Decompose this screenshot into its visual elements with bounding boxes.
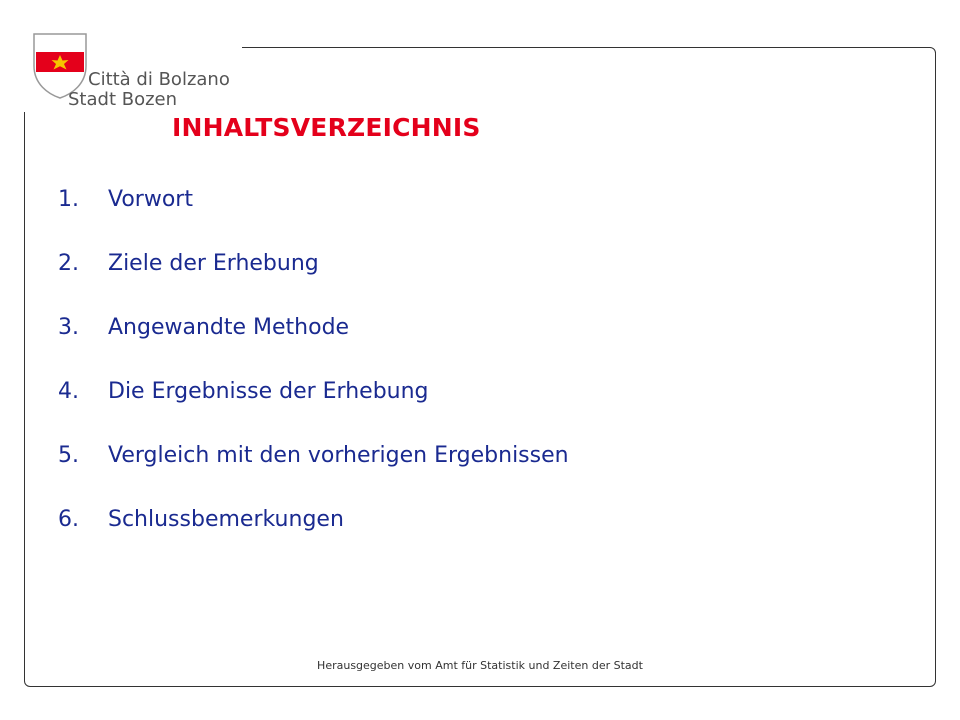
toc-label: Ziele der Erhebung bbox=[108, 251, 319, 276]
toc-item bbox=[58, 439, 569, 503]
toc-item bbox=[58, 375, 569, 439]
toc-item bbox=[58, 311, 569, 375]
logo-text bbox=[68, 70, 230, 110]
logo-city-italian: Città di Bolzano bbox=[88, 69, 230, 90]
footer-note: Herausgegeben vom Amt für Statistik und Zeiten der Stadt bbox=[317, 659, 643, 672]
page-title: INHALTSVERZEICHNIS bbox=[172, 113, 481, 142]
toc-number: 1. bbox=[58, 187, 79, 212]
toc-number: 2. bbox=[58, 251, 79, 276]
table-of-contents bbox=[58, 183, 569, 567]
toc-label: Die Ergebnisse der Erhebung bbox=[108, 379, 429, 404]
toc-label: Vorwort bbox=[108, 187, 193, 212]
toc-item bbox=[58, 503, 569, 567]
toc-number: 6. bbox=[58, 507, 79, 532]
toc-item bbox=[58, 247, 569, 311]
toc-label: Vergleich mit den vorherigen Ergebnissen bbox=[108, 443, 569, 468]
toc-item bbox=[58, 183, 569, 247]
toc-number: 4. bbox=[58, 379, 79, 404]
city-logo bbox=[30, 30, 230, 112]
toc-label: Angewandte Methode bbox=[108, 315, 350, 340]
logo-city-german: Stadt Bozen bbox=[68, 89, 178, 110]
toc-label: Schlussbemerkungen bbox=[108, 507, 344, 532]
toc-number: 3. bbox=[58, 315, 79, 340]
toc-number: 5. bbox=[58, 443, 79, 468]
